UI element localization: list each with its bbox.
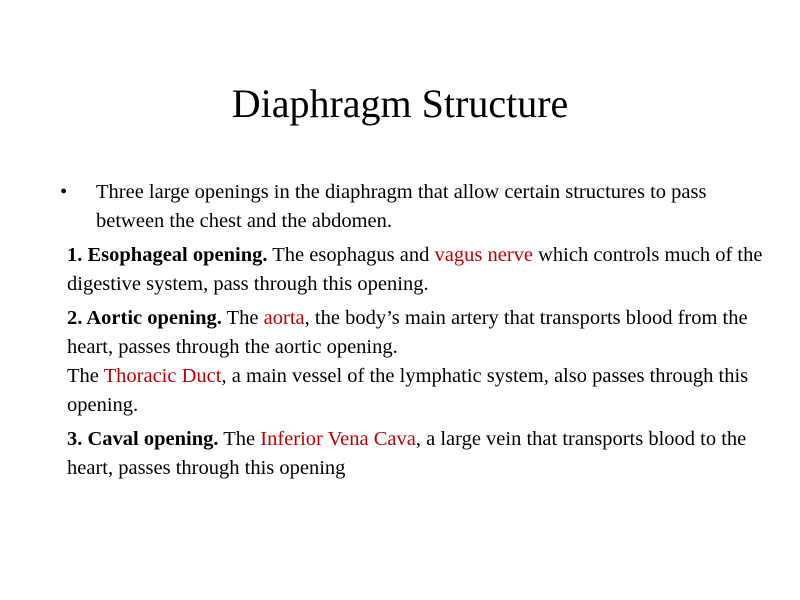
thoracic-paragraph [67, 362, 767, 420]
aortic-text-2: , the body’s main artery that transports blood from the heart, passes through the aortic opening. [67, 307, 748, 358]
thoracic-text-1: The [67, 365, 104, 387]
inferior-vena-cava-term: Inferior Vena Cava [260, 428, 416, 450]
intro-text: Three large openings in the diaphragm that allow certain structures to pass between the chest and the abdomen. [96, 181, 707, 232]
slide-body [60, 178, 767, 488]
esophageal-text-2: which controls much of the digestive system, pass through this opening. [67, 244, 763, 295]
vagus-nerve-term: vagus nerve [434, 244, 533, 266]
aorta-term: aorta [263, 307, 305, 329]
intro-bullet [60, 178, 767, 236]
thoracic-text-2: , a main vessel of the lymphatic system, also passes through this opening. [67, 365, 749, 416]
esophageal-text-1: The esophagus and [267, 244, 435, 266]
aortic-paragraph [67, 304, 767, 362]
caval-heading: 3. Caval opening. [67, 428, 219, 450]
slide-title: Diaphragm Structure [231, 81, 569, 126]
aortic-text-1: The [221, 307, 264, 329]
esophageal-heading: 1. Esophageal opening. [67, 244, 268, 266]
aortic-heading: 2. Aortic opening. [67, 307, 222, 329]
bullet-icon: • [60, 181, 68, 203]
esophageal-paragraph [67, 241, 767, 299]
thoracic-duct-term: Thoracic Duct [103, 365, 222, 387]
caval-text-1: The [218, 428, 261, 450]
caval-paragraph [67, 425, 767, 483]
caval-text-2: , a large vein that transports blood to the heart, passes through this opening [67, 428, 747, 479]
